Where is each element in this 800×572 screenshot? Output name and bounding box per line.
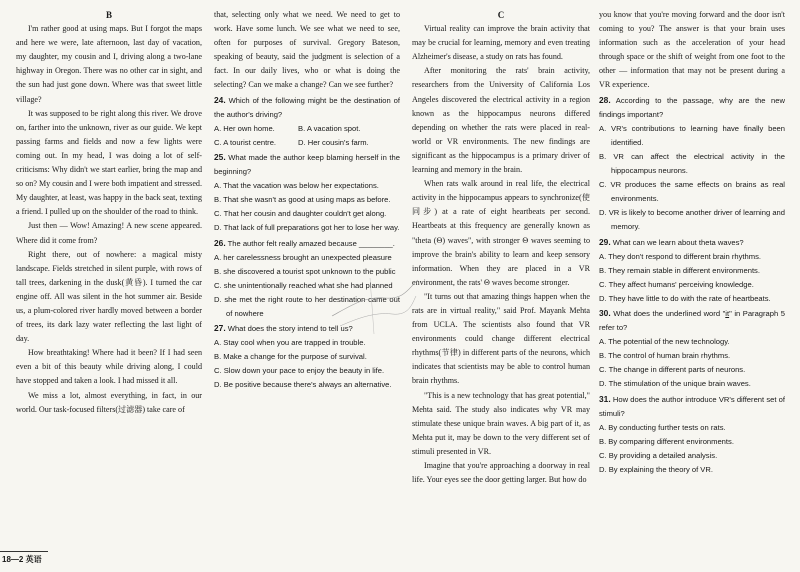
question-stem: Which of the following might be the destination of the author's driving? (214, 95, 400, 119)
option-a: A. VR's contributions to learning have finally been identified. (599, 123, 785, 147)
option-d: D. Be positive because there's always an alternative. (214, 380, 392, 390)
option-d: D. By explaining the theory of VR. (599, 465, 713, 474)
question-number: 24. (214, 94, 226, 105)
option-row (214, 136, 400, 150)
question-number: 31. (599, 393, 611, 404)
pencil-scribble (330, 276, 420, 336)
question-stem: What made the author keep blaming herself in the beginning? (214, 152, 400, 177)
option-c: C. Slow down your pace to enjoy the beauty in life. (214, 366, 385, 376)
option-a: A. They don't respond to different brain rhythms. (599, 251, 761, 261)
option-b: B. VR can affect the electrical activity in the hippocampus neurons. (599, 151, 785, 176)
question-stem: What does the story intend to tell us? (227, 324, 353, 334)
option-b: B. Make a change for the purpose of survival. (214, 352, 367, 362)
passage-c-paragraph: you know that you're moving forward and the door isn't coming to you? The answer is that your brain uses information such as the acceleration of your head through space or the shift of weight from one foot to the other — information that may not be present during a VR experience. (599, 10, 785, 90)
option-a: A. The potential of the new technology. (599, 337, 730, 347)
passage-c-paragraph: When rats walk around in real life, the electrical activity in the hippocampus appears to synchronize(使同步) at a rate of eight heartbeats per second. Heartbeats at this frequency are generally known as "theta (Θ) waves", with stronger Θ waves seeming to improve the brain's ability to learn and keep sensory information. When they are placed in a VR environment, the rats' Θ waves become stronger. (412, 179, 590, 287)
passage-b-paragraph: I'm rather good at using maps. But I forgot the maps and here we were, late afternoon, last day of vacation, my daughter, my cousin and I, driving along a two-lane highway in Oregon. There was no other car in sight, and the sun had just gone down. Where was that sweet little village? (16, 24, 202, 104)
option-c: C. They affect humans' perceiving knowledge. (599, 279, 754, 289)
passage-b-paragraph: that, selecting only what we need. We need to get to work. Have some lunch. We see what we need to see, often for purposes of survival. Gregory Bateson, speaking of beauty, said the judgment is selection of a fact. In our daily lives, who or what is doing the selecting? Can we make a change? Can we see further? (214, 10, 400, 90)
passage-c-paragraph: Imagine that you're approaching a doorway in real life. Your eyes see the door getting larger. But how do (412, 461, 590, 485)
question-29 (599, 235, 785, 250)
question-26 (214, 236, 400, 251)
question-number: 28. (599, 94, 611, 105)
question-number: 30. (599, 307, 611, 318)
option-a: A. By conducting further tests on rats. (599, 422, 726, 432)
column-3 (412, 8, 590, 487)
question-stem: What can we learn about theta waves? (612, 237, 744, 247)
question-number: 26. (214, 237, 226, 248)
column-4 (599, 8, 785, 477)
question-stem: How does the author introduce VR's different set of stimuli? (599, 394, 785, 418)
passage-c-paragraph: Virtual reality can improve the brain activity that may be crucial for learning, memory and even treating Alzheimer's disease, a study on rats has found. (412, 24, 590, 62)
section-b-title: B (105, 10, 112, 20)
option-row (214, 122, 400, 136)
question-25 (214, 150, 400, 179)
question-stem-start: What does the underlined word " (613, 308, 726, 318)
option-d: D. That lack of full preparations got her to lose her way. (214, 223, 400, 233)
option-b: B. A vacation spot. (298, 123, 361, 133)
passage-c-paragraph: "This is a new technology that has great potential," Mehta said. The study also indicates why VR may stimulate these unique brain waves. A big part of it, as Mehta put it, may be down to the very different set of stimuli presented in VR. (412, 390, 590, 456)
option-b: B. The control of human brain rhythms. (599, 351, 731, 361)
passage-b-paragraph: It was supposed to be right along this river. We drove on, farther into the unknown, river as our guide. We kept passing farms and fields and now a few lights were coming out. In my head, I was doing a lot of self-criticisms: Why didn't we start earlier, bring the map and so on? My cousin and I were both impatient and stressed. My daughter, at least, was happy in the back seat, texting a friend. I pulled up on the shoulder of the road to think. (16, 108, 202, 217)
passage-b-paragraph: Just then — Wow! Amazing! A new scene appeared. Where did it come from? (16, 221, 202, 245)
option-b: B. she discovered a tourist spot unknown to the public (214, 266, 396, 276)
passage-b-paragraph: We miss a lot, almost everything, in fact, in our world. Our task-focused filters(过滤器) take care of (16, 390, 202, 414)
question-number: 27. (214, 323, 226, 334)
question-31 (599, 392, 785, 421)
underlined-word: it (725, 308, 730, 318)
question-28 (599, 93, 785, 122)
page-footer (0, 548, 800, 572)
question-number: 25. (214, 151, 226, 162)
option-d: D. VR is likely to become another driver of learning and memory. (599, 208, 785, 232)
section-c-title: C (497, 10, 505, 20)
question-stem: The author felt really amazed because ________. (227, 238, 395, 248)
footer-rule (0, 551, 48, 552)
subject-label: 英语 (25, 555, 42, 564)
question-number: 29. (599, 236, 611, 247)
option-d: D. They have little to do with the rate of heartbeats. (599, 293, 771, 303)
option-a: A. her carelessness brought an unexpected pleasure (214, 252, 392, 262)
question-stem-end: " in Paragraph 5 refer to? (599, 308, 785, 333)
option-c: C. she unintentionally reached what she had planned (214, 280, 393, 290)
footer-label (2, 554, 42, 565)
column-1 (16, 8, 202, 417)
option-c: C. That her cousin and daughter couldn't get along. (214, 209, 387, 219)
passage-c-paragraph: After monitoring the rats' brain activity, researchers from the University of California Los Angeles discovered the electrical activity in a region known as the hippocampus neurons differed depending on whether the rats were placed in real-world or VR environments. The new findings are significant as the hippocampus is a primary driver of learning and memory in the brain. (412, 66, 590, 175)
option-a: A. Stay cool when you are trapped in trouble. (214, 338, 366, 348)
option-b: B. By comparing different environments. (599, 436, 734, 446)
option-d: D. Her cousin's farm. (298, 137, 369, 147)
option-d: D. she met the right route to her destination came out of nowhere (214, 294, 400, 318)
question-24 (214, 93, 400, 122)
option-a: A. That the vacation was below her expectations. (214, 181, 379, 191)
passage-b-paragraph: How breathtaking! Where had it been? If I had seen even a bit of this beauty while driving along, I could have stopped and taken a look. I had missed it all. (16, 348, 202, 386)
option-b: B. They remain stable in different environments. (599, 265, 760, 275)
option-d: D. The stimulation of the unique brain waves. (599, 379, 751, 389)
passage-c-paragraph: "It turns out that amazing things happen when the rats are in virtual reality," said Prof. Mayank Mehta from UCLA. The scientists also found that VR environments could change different electrical rhythms(节律) in different parts of the neurons, which indicates that scientists may be able to control human brain rhythms. (412, 291, 590, 386)
option-c: C. VR produces the same effects on brains as real environments. (599, 180, 785, 204)
option-c: C. By providing a detailed analysis. (599, 450, 718, 460)
option-c: C. The change in different parts of neurons. (599, 365, 746, 375)
option-a: A. Her own home. (214, 123, 275, 133)
page-number: 18—2 (2, 555, 24, 564)
passage-b-paragraph: Right there, out of nowhere: a magical misty landscape. Fields stretched in silent purple, with rows of tall trees, darkening in the dusk(黄昏). I turned the car engine off. All was silent in the hot summer air. Beside us, a plum-colored river hardly moved between a border of trees, its dark lazy water reflecting the last light of day. (16, 249, 202, 344)
question-stem: According to the passage, why are the new findings important? (599, 95, 785, 119)
option-c: C. A tourist centre. (214, 137, 277, 147)
option-b: B. That she wasn't as good at using maps as before. (214, 195, 391, 205)
question-30 (599, 306, 785, 335)
